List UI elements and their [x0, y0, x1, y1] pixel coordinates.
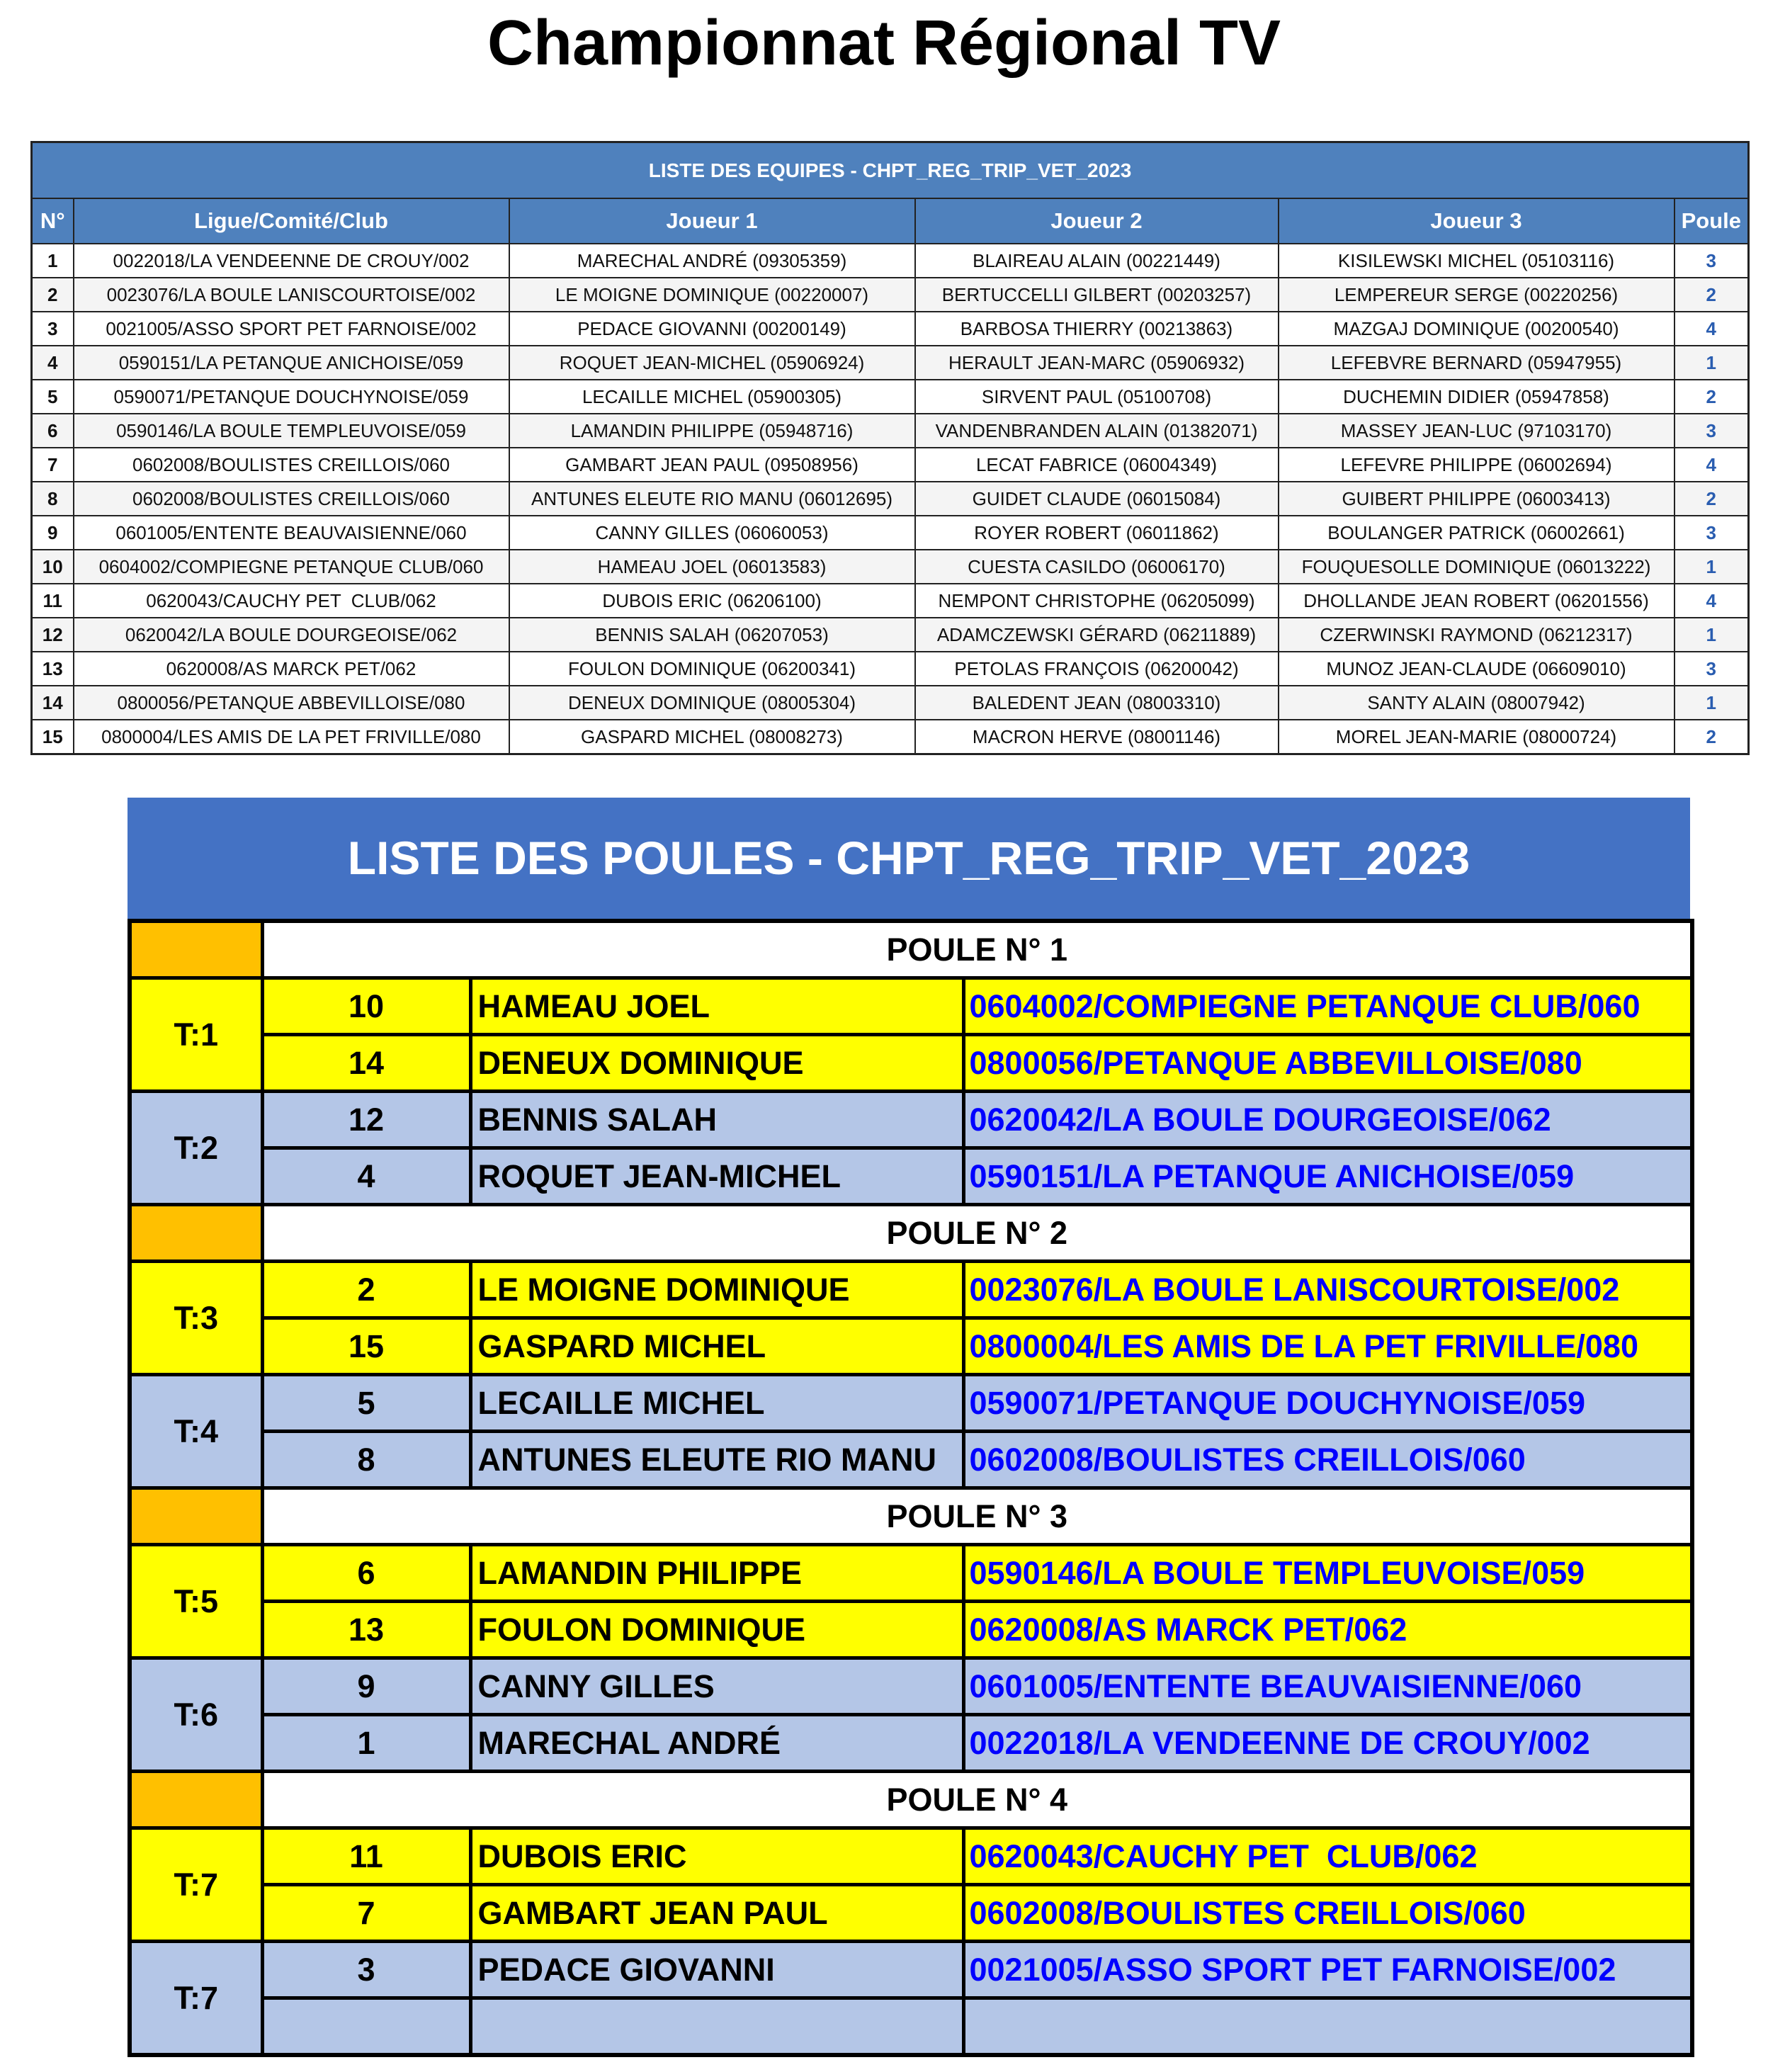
team-row — [32, 720, 1749, 754]
entry-number: 11 — [262, 1828, 470, 1885]
team-club: 0023076/LA BOULE LANISCOURTOISE/002 — [74, 278, 509, 312]
poule-entry-row — [130, 978, 1692, 1035]
entry-number: 7 — [262, 1885, 470, 1942]
teams-header-row — [32, 198, 1749, 244]
team-poule: 2 — [1674, 720, 1749, 754]
entry-club: 0021005/ASSO SPORT PET FARNOISE/002 — [963, 1942, 1692, 1998]
team-poule: 3 — [1674, 244, 1749, 278]
poules-table-body — [130, 921, 1692, 2055]
team-player-2: ADAMCZEWSKI GÉRARD (06211889) — [915, 618, 1279, 652]
team-number: 7 — [32, 448, 74, 482]
page-title: Championnat Régional TV — [487, 8, 1281, 79]
team-player-1: DUBOIS ERIC (06206100) — [509, 584, 915, 618]
team-row — [32, 346, 1749, 380]
team-number: 1 — [32, 244, 74, 278]
poule-header-row — [130, 1205, 1692, 1262]
entry-player: PEDACE GIOVANNI — [470, 1942, 963, 1998]
team-number: 14 — [32, 686, 74, 720]
entry-club: 0601005/ENTENTE BEAUVAISIENNE/060 — [963, 1658, 1692, 1715]
entry-club: 0022018/LA VENDEENNE DE CROUY/002 — [963, 1715, 1692, 1772]
team-number: 10 — [32, 550, 74, 584]
entry-club: 0800056/PETANQUE ABBEVILLOISE/080 — [963, 1035, 1692, 1092]
entry-number: 8 — [262, 1432, 470, 1488]
team-number: 9 — [32, 516, 74, 550]
entry-player: BENNIS SALAH — [470, 1092, 963, 1148]
team-club: 0620042/LA BOULE DOURGEOISE/062 — [74, 618, 509, 652]
team-player-2: SIRVENT PAUL (05100708) — [915, 380, 1279, 414]
entry-number: 12 — [262, 1092, 470, 1148]
entry-club: 0800004/LES AMIS DE LA PET FRIVILLE/080 — [963, 1318, 1692, 1375]
entry-number: 3 — [262, 1942, 470, 1998]
team-row — [32, 686, 1749, 720]
entry-number: 14 — [262, 1035, 470, 1092]
team-row — [32, 380, 1749, 414]
team-player-1: LAMANDIN PHILIPPE (05948716) — [509, 414, 915, 448]
teams-table-caption: LISTE DES EQUIPES - CHPT_REG_TRIP_VET_2023 — [32, 142, 1749, 199]
team-number: 8 — [32, 482, 74, 516]
team-number: 5 — [32, 380, 74, 414]
team-player-2: PETOLAS FRANÇOIS (06200042) — [915, 652, 1279, 686]
entry-player: LE MOIGNE DOMINIQUE — [470, 1262, 963, 1318]
team-row — [32, 652, 1749, 686]
team-row — [32, 244, 1749, 278]
entry-club: 0602008/BOULISTES CREILLOIS/060 — [963, 1432, 1692, 1488]
team-number: 13 — [32, 652, 74, 686]
team-number: 15 — [32, 720, 74, 754]
team-poule: 1 — [1674, 550, 1749, 584]
team-player-1: GASPARD MICHEL (08008273) — [509, 720, 915, 754]
team-club: 0604002/COMPIEGNE PETANQUE CLUB/060 — [74, 550, 509, 584]
team-row — [32, 618, 1749, 652]
entry-number — [262, 1998, 470, 2056]
team-player-2: NEMPONT CHRISTOPHE (06205099) — [915, 584, 1279, 618]
entry-player: LECAILLE MICHEL — [470, 1375, 963, 1432]
team-player-3: LEMPEREUR SERGE (00220256) — [1279, 278, 1674, 312]
team-player-2: VANDENBRANDEN ALAIN (01382071) — [915, 414, 1279, 448]
team-player-1: PEDACE GIOVANNI (00200149) — [509, 312, 915, 346]
entry-number: 6 — [262, 1545, 470, 1602]
poule-entry-row — [130, 1828, 1692, 1885]
terrain-label: T:1 — [130, 978, 262, 1092]
team-player-2: BLAIREAU ALAIN (00221449) — [915, 244, 1279, 278]
team-player-2: ROYER ROBERT (06011862) — [915, 516, 1279, 550]
poule-entry-row — [130, 1715, 1692, 1772]
poule-entry-row — [130, 1658, 1692, 1715]
team-player-1: ANTUNES ELEUTE RIO MANU (06012695) — [509, 482, 915, 516]
poule-entry-row — [130, 1092, 1692, 1148]
header-number: N° — [32, 198, 74, 244]
team-number: 2 — [32, 278, 74, 312]
entry-player: MARECHAL ANDRÉ — [470, 1715, 963, 1772]
team-player-3: KISILEWSKI MICHEL (05103116) — [1279, 244, 1674, 278]
team-player-3: SANTY ALAIN (08007942) — [1279, 686, 1674, 720]
entry-player: FOULON DOMINIQUE — [470, 1602, 963, 1658]
entry-club: 0620008/AS MARCK PET/062 — [963, 1602, 1692, 1658]
poules-table — [128, 919, 1694, 2057]
team-row — [32, 278, 1749, 312]
team-poule: 2 — [1674, 380, 1749, 414]
poule-entry-row — [130, 1545, 1692, 1602]
team-player-1: MARECHAL ANDRÉ (09305359) — [509, 244, 915, 278]
team-poule: 2 — [1674, 482, 1749, 516]
team-player-2: LECAT FABRICE (06004349) — [915, 448, 1279, 482]
header-player-2: Joueur 2 — [915, 198, 1279, 244]
team-poule: 4 — [1674, 312, 1749, 346]
team-player-2: HERAULT JEAN-MARC (05906932) — [915, 346, 1279, 380]
header-player-1: Joueur 1 — [509, 198, 915, 244]
teams-table — [30, 141, 1750, 755]
header-player-3: Joueur 3 — [1279, 198, 1674, 244]
entry-player: LAMANDIN PHILIPPE — [470, 1545, 963, 1602]
entry-club: 0590071/PETANQUE DOUCHYNOISE/059 — [963, 1375, 1692, 1432]
team-club: 0620008/AS MARCK PET/062 — [74, 652, 509, 686]
team-player-2: MACRON HERVE (08001146) — [915, 720, 1279, 754]
team-player-3: LEFEVRE PHILIPPE (06002694) — [1279, 448, 1674, 482]
entry-number: 4 — [262, 1148, 470, 1205]
entry-club: 0620042/LA BOULE DOURGEOISE/062 — [963, 1092, 1692, 1148]
team-club: 0590071/PETANQUE DOUCHYNOISE/059 — [74, 380, 509, 414]
team-number: 12 — [32, 618, 74, 652]
terrain-label: T:2 — [130, 1092, 262, 1205]
team-player-2: BARBOSA THIERRY (00213863) — [915, 312, 1279, 346]
team-player-3: MOREL JEAN-MARIE (08000724) — [1279, 720, 1674, 754]
entry-club — [963, 1998, 1692, 2056]
team-poule: 4 — [1674, 584, 1749, 618]
entry-player: HAMEAU JOEL — [470, 978, 963, 1035]
team-player-3: MASSEY JEAN-LUC (97103170) — [1279, 414, 1674, 448]
team-player-3: MUNOZ JEAN-CLAUDE (06609010) — [1279, 652, 1674, 686]
team-player-3: BOULANGER PATRICK (06002661) — [1279, 516, 1674, 550]
entry-player: DENEUX DOMINIQUE — [470, 1035, 963, 1092]
team-player-2: BERTUCCELLI GILBERT (00203257) — [915, 278, 1279, 312]
team-row — [32, 482, 1749, 516]
terrain-label: T:6 — [130, 1658, 262, 1772]
poule-entry-row — [130, 1942, 1692, 1998]
team-player-1: LECAILLE MICHEL (05900305) — [509, 380, 915, 414]
team-row — [32, 414, 1749, 448]
team-club: 0022018/LA VENDEENNE DE CROUY/002 — [74, 244, 509, 278]
entry-number: 13 — [262, 1602, 470, 1658]
poule-entry-row — [130, 1375, 1692, 1432]
team-player-3: LEFEBVRE BERNARD (05947955) — [1279, 346, 1674, 380]
team-club: 0601005/ENTENTE BEAUVAISIENNE/060 — [74, 516, 509, 550]
entry-player: DUBOIS ERIC — [470, 1828, 963, 1885]
entry-club: 0604002/COMPIEGNE PETANQUE CLUB/060 — [963, 978, 1692, 1035]
terrain-label: T:7 — [130, 1942, 262, 2056]
team-row — [32, 584, 1749, 618]
poule-header-row — [130, 1488, 1692, 1545]
team-player-2: CUESTA CASILDO (06006170) — [915, 550, 1279, 584]
team-player-2: BALEDENT JEAN (08003310) — [915, 686, 1279, 720]
poule-entry-row — [130, 1432, 1692, 1488]
team-club: 0620043/CAUCHY PET CLUB/062 — [74, 584, 509, 618]
team-number: 4 — [32, 346, 74, 380]
poule-label: POULE N° 2 — [262, 1205, 1692, 1262]
team-club: 0590146/LA BOULE TEMPLEUVOISE/059 — [74, 414, 509, 448]
entry-number: 9 — [262, 1658, 470, 1715]
entry-club: 0620043/CAUCHY PET CLUB/062 — [963, 1828, 1692, 1885]
team-number: 3 — [32, 312, 74, 346]
entry-number: 10 — [262, 978, 470, 1035]
poule-header-row — [130, 921, 1692, 978]
entry-player — [470, 1998, 963, 2056]
team-poule: 4 — [1674, 448, 1749, 482]
terrain-label: T:7 — [130, 1828, 262, 1942]
poules-table-caption: LISTE DES POULES - CHPT_REG_TRIP_VET_2023 — [128, 798, 1690, 919]
entry-number: 1 — [262, 1715, 470, 1772]
entry-club: 0590146/LA BOULE TEMPLEUVOISE/059 — [963, 1545, 1692, 1602]
terrain-label: T:3 — [130, 1262, 262, 1375]
entry-number: 2 — [262, 1262, 470, 1318]
team-poule: 3 — [1674, 414, 1749, 448]
entry-player: CANNY GILLES — [470, 1658, 963, 1715]
poule-entry-row — [130, 1318, 1692, 1375]
team-player-1: CANNY GILLES (06060053) — [509, 516, 915, 550]
team-player-1: LE MOIGNE DOMINIQUE (00220007) — [509, 278, 915, 312]
team-player-1: DENEUX DOMINIQUE (08005304) — [509, 686, 915, 720]
poule-entry-row — [130, 1148, 1692, 1205]
team-club: 0602008/BOULISTES CREILLOIS/060 — [74, 448, 509, 482]
poule-marker — [130, 921, 262, 978]
team-club: 0602008/BOULISTES CREILLOIS/060 — [74, 482, 509, 516]
team-poule: 1 — [1674, 346, 1749, 380]
entry-player: GASPARD MICHEL — [470, 1318, 963, 1375]
entry-number: 5 — [262, 1375, 470, 1432]
team-player-3: FOUQUESOLLE DOMINIQUE (06013222) — [1279, 550, 1674, 584]
team-player-3: DUCHEMIN DIDIER (05947858) — [1279, 380, 1674, 414]
team-player-3: GUIBERT PHILIPPE (06003413) — [1279, 482, 1674, 516]
teams-caption-row — [32, 142, 1749, 199]
team-row — [32, 550, 1749, 584]
team-player-1: FOULON DOMINIQUE (06200341) — [509, 652, 915, 686]
poule-marker — [130, 1205, 262, 1262]
poule-header-row — [130, 1772, 1692, 1828]
poule-entry-row — [130, 1602, 1692, 1658]
poule-label: POULE N° 3 — [262, 1488, 1692, 1545]
team-club: 0800004/LES AMIS DE LA PET FRIVILLE/080 — [74, 720, 509, 754]
team-poule: 1 — [1674, 618, 1749, 652]
team-row — [32, 312, 1749, 346]
poule-entry-row — [130, 1998, 1692, 2056]
entry-number: 15 — [262, 1318, 470, 1375]
terrain-label: T:5 — [130, 1545, 262, 1658]
team-player-3: CZERWINSKI RAYMOND (06212317) — [1279, 618, 1674, 652]
team-poule: 1 — [1674, 686, 1749, 720]
team-club: 0590151/LA PETANQUE ANICHOISE/059 — [74, 346, 509, 380]
header-poule: Poule — [1674, 198, 1749, 244]
teams-table-body — [32, 244, 1749, 754]
team-row — [32, 448, 1749, 482]
poule-entry-row — [130, 1262, 1692, 1318]
team-poule: 3 — [1674, 516, 1749, 550]
team-player-2: GUIDET CLAUDE (06015084) — [915, 482, 1279, 516]
terrain-label: T:4 — [130, 1375, 262, 1488]
team-player-3: MAZGAJ DOMINIQUE (00200540) — [1279, 312, 1674, 346]
poule-entry-row — [130, 1885, 1692, 1942]
entry-player: ANTUNES ELEUTE RIO MANU — [470, 1432, 963, 1488]
team-row — [32, 516, 1749, 550]
poule-marker — [130, 1488, 262, 1545]
entry-club: 0023076/LA BOULE LANISCOURTOISE/002 — [963, 1262, 1692, 1318]
poule-entry-row — [130, 1035, 1692, 1092]
header-club: Ligue/Comité/Club — [74, 198, 509, 244]
poule-label: POULE N° 1 — [262, 921, 1692, 978]
entry-club: 0602008/BOULISTES CREILLOIS/060 — [963, 1885, 1692, 1942]
entry-player: GAMBART JEAN PAUL — [470, 1885, 963, 1942]
team-player-1: GAMBART JEAN PAUL (09508956) — [509, 448, 915, 482]
team-player-1: ROQUET JEAN-MICHEL (05906924) — [509, 346, 915, 380]
team-poule: 3 — [1674, 652, 1749, 686]
entry-player: ROQUET JEAN-MICHEL — [470, 1148, 963, 1205]
team-player-1: HAMEAU JOEL (06013583) — [509, 550, 915, 584]
team-club: 0021005/ASSO SPORT PET FARNOISE/002 — [74, 312, 509, 346]
poule-marker — [130, 1772, 262, 1828]
poule-label: POULE N° 4 — [262, 1772, 1692, 1828]
entry-club: 0590151/LA PETANQUE ANICHOISE/059 — [963, 1148, 1692, 1205]
team-club: 0800056/PETANQUE ABBEVILLOISE/080 — [74, 686, 509, 720]
team-number: 6 — [32, 414, 74, 448]
team-player-3: DHOLLANDE JEAN ROBERT (06201556) — [1279, 584, 1674, 618]
team-number: 11 — [32, 584, 74, 618]
team-poule: 2 — [1674, 278, 1749, 312]
team-player-1: BENNIS SALAH (06207053) — [509, 618, 915, 652]
